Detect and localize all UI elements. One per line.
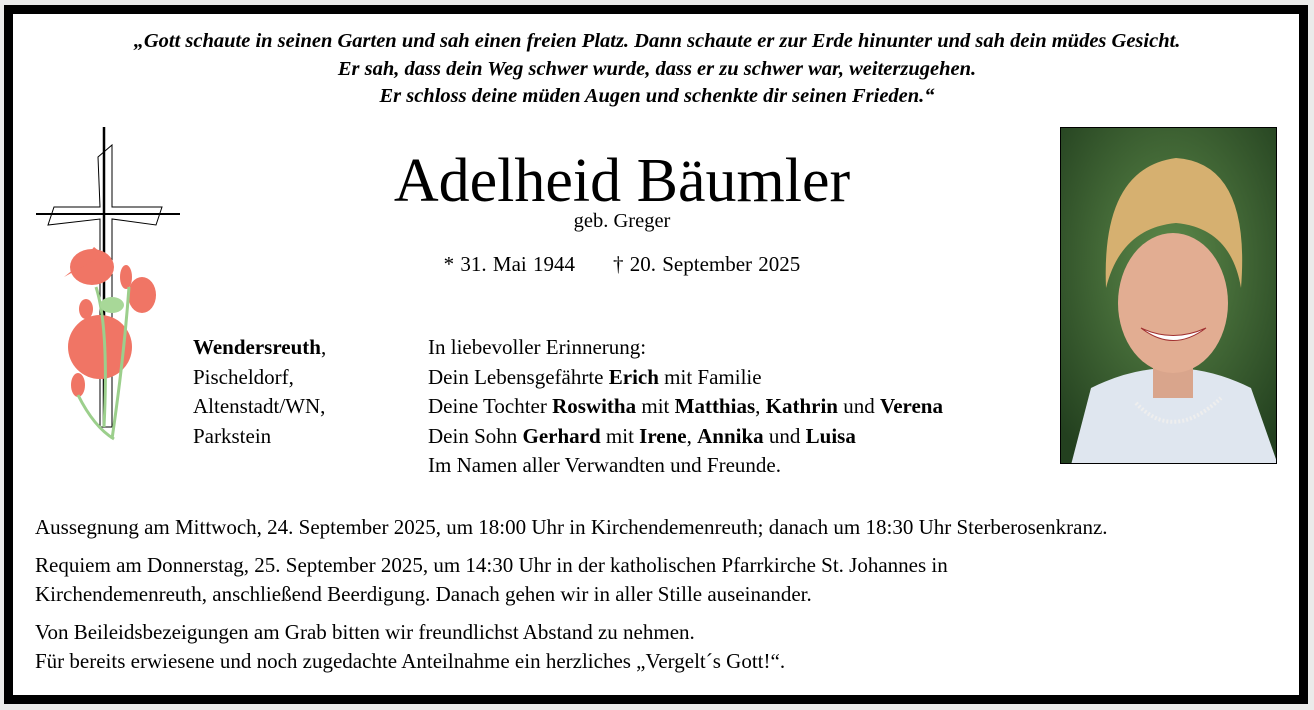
quote-line: Er schloss deine müden Augen und schenkte dir seinen Frieden.“ — [379, 85, 935, 107]
text: mit — [636, 394, 675, 418]
mourner-name: Roswitha — [552, 394, 637, 418]
text: Deine Tochter — [428, 394, 553, 418]
mourner-name: Kathrin — [765, 394, 838, 418]
text: und — [837, 394, 880, 418]
mourners-intro: In liebevoller Erinnerung: — [428, 335, 647, 359]
portrait-photo — [1060, 127, 1277, 464]
death-date: † 20. September 2025 — [613, 252, 801, 276]
text: Dein Sohn — [428, 423, 523, 448]
mourner-name: Verena — [879, 394, 943, 418]
mourner-name: Annika — [697, 423, 764, 448]
place: Wendersreuth — [193, 335, 321, 359]
comma: , — [320, 335, 327, 359]
mourner-name: Irene — [639, 423, 687, 448]
mourner-line — [428, 363, 943, 393]
text: Dein Lebensgefährte — [428, 364, 609, 389]
text: Requiem am Donnerstag, 25. September 2025, um 14:30 Uhr in der katholischen Pfarrkirche St. Johannes in — [35, 552, 948, 577]
service-information — [35, 513, 1295, 685]
mourner-name: Erich — [608, 364, 659, 389]
birth-date: * 31. Mai 1944 — [443, 252, 575, 276]
place: Altenstadt/WN, — [193, 394, 326, 418]
quote-line: „Gott schaute in seinen Garten und sah einen freien Platz. Dann schaute er zur Erde hinunter und sah dein müdes Gesicht. — [133, 30, 1181, 52]
place: Parkstein — [193, 423, 272, 448]
text: und — [763, 423, 806, 448]
text: Von Beileidsbezeigungen am Grab bitten wir freundlichst Abstand zu nehmen. — [35, 619, 695, 644]
text: Für bereits erwiesene und noch zugedachte Anteilnahme ein herzliches „Vergelt´s Gott!“. — [35, 649, 786, 673]
mourner-name: Gerhard — [522, 423, 601, 448]
places — [193, 333, 326, 451]
closing-note — [35, 618, 1295, 677]
text: mit Familie — [658, 364, 762, 389]
birth-name: geb. Greger — [573, 210, 671, 232]
mourner-name: Luisa — [805, 423, 856, 448]
mourner-name: Matthias — [674, 394, 756, 418]
quote — [0, 28, 1314, 111]
place: Pischeldorf, — [193, 364, 294, 389]
mourner-line — [428, 392, 943, 422]
funeral-blessing-info: Aussegnung am Mittwoch, 24. September 2025, um 18:00 Uhr in Kirchendemenreuth; danach um 18:30 Uhr Sterberosenkranz. — [35, 515, 1108, 539]
text: mit — [600, 423, 640, 448]
deceased-name: Adelheid Bäumler — [393, 147, 851, 215]
mourners — [428, 333, 943, 481]
text: Kirchendemenreuth, anschließend Beerdigung. Danach gehen wir in aller Stille auseinander. — [35, 582, 812, 606]
mourners-closing: Im Namen aller Verwandten und Freunde. — [428, 453, 782, 477]
quote-line: Er sah, dass dein Weg schwer wurde, dass er zu schwer war, weiterzugehen. — [337, 57, 977, 80]
requiem-info — [35, 551, 1295, 610]
text: , — [755, 394, 766, 418]
text: , — [686, 423, 698, 448]
life-dates — [0, 252, 1244, 277]
mourner-line — [428, 422, 943, 452]
